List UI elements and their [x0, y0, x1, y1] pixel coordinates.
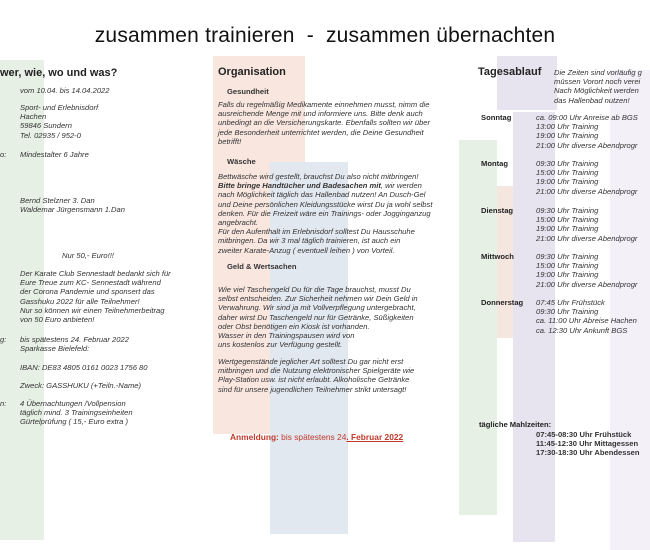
day-mittwoch-items [536, 252, 637, 289]
text-line [218, 181, 432, 190]
schedule-item: 15:00 Uhr Training [536, 168, 599, 178]
schedule-item: 09:30 Uhr Training [536, 159, 599, 168]
schedule-item: 15:00 Uhr Training [536, 215, 599, 225]
waesche-text [218, 172, 432, 255]
schedule-item: ca. 11:00 Uhr Abreise Hachen [536, 316, 637, 326]
text-line: Wertgegenstände jeglicher Art solltest Du gar nicht erst [218, 357, 404, 366]
meal-item: 07:45-08:30 Uhr Frühstück [536, 430, 632, 439]
anmeldung-label: Anmeldung: [230, 432, 279, 442]
venue-line: Hachen [20, 112, 47, 122]
schedule-item: ca. 09:00 Uhr Anreise ab BGS [536, 113, 638, 122]
schedule-item: 09:30 Uhr Training [536, 206, 599, 215]
day-dienstag-items [536, 206, 637, 243]
schedule-item: ca. 12:30 Uhr Ankunft BGS [536, 325, 628, 335]
gesundheit-text [218, 100, 430, 146]
schedule-item: 07:45 Uhr Frühstück [536, 298, 605, 307]
text-line: müssen Vorort noch verei [554, 77, 641, 87]
wertsachen-text [218, 357, 414, 394]
anmeldung [230, 433, 403, 442]
text-line: zweiter Karate-Anzug ( eventuell leihen ) von Vorteil. [218, 245, 395, 255]
anmeldung-date: . Februar 2022 [346, 432, 404, 442]
day-sonntag-items [536, 113, 638, 150]
geld-text [218, 285, 418, 349]
text-line: mitbringen und die Nutzung elektronischer Spielgeräte wie [218, 366, 415, 376]
sponsor-line: Gasshuku 2022 für alle Teilnehmer! [20, 296, 140, 306]
day-dienstag: Dienstag [481, 206, 514, 215]
day-mittwoch: Mittwoch [481, 252, 514, 261]
zweck-text: Zweck: GASSHUKU (+Teiln.-Name) [20, 381, 142, 390]
schedule-item: 15:00 Uhr Training [536, 261, 599, 271]
payment-line: bis spätestens 24. Februar 2022 [20, 335, 129, 344]
text-line: Für den Aufenthalt im Erlebnisdorf solltest Du Hausschuhe [218, 227, 415, 237]
venue-line: 59846 Sundern [20, 121, 72, 131]
trainer-line: Waldemar Jürgensmann 1.Dan [20, 205, 125, 215]
text-line: mitbringen. Da wir 3 mal täglich trainieren, ist auch ein [218, 236, 401, 246]
text-line: Play-Station usw. ist nicht erlaubt. Alkoholische Getränke [218, 375, 410, 385]
text-line: denken. Für die Freizeit wäre ein Trainings- oder Jogginganzug [218, 208, 431, 218]
schedule-item: 09:30 Uhr Training [536, 252, 599, 261]
text-line: Wasser in den Trainingspausen wird von [218, 331, 355, 341]
trainer-line: Bernd Stelzner 3. Dan [20, 196, 95, 205]
text-span: , wir werden [380, 181, 422, 191]
included-line: 4 Übernachtungen /Vollpension [20, 399, 126, 408]
left-heading: wer, wie, wo und was? [0, 67, 118, 79]
sponsor-line: von 50 Euro anbieten! [20, 315, 95, 325]
sponsor-line: der Corona Pandemie und sponsert das [20, 287, 155, 297]
text-line: angebracht. [218, 218, 259, 228]
text-line: betrifft! [218, 136, 242, 146]
day-sonntag: Sonntag [481, 113, 512, 122]
schedule-item: 09:30 Uhr Training [536, 307, 599, 317]
schedule-item: 21:00 Uhr diverse Abendprogr [536, 186, 638, 196]
schedule-item: 21:00 Uhr diverse Abendprogr [536, 279, 638, 289]
tagesablauf-heading: Tagesablauf [478, 66, 542, 78]
bg-green-right [459, 140, 497, 515]
venue-block [20, 103, 98, 140]
age-label: o: [0, 150, 7, 159]
venue-line: Sport- und Erlebnisdorf [20, 103, 99, 112]
schedule-item: 19:00 Uhr Training [536, 270, 599, 280]
text-line: uns kostenlos zur Verfügung gestellt. [218, 340, 343, 350]
bold-note: Bitte bringe Handtücher und Badesachen mit [218, 181, 381, 191]
text-line: jede Besonderheit unterrichtet werden, die Deine Gesundheit [218, 127, 424, 137]
day-donnerstag-items [536, 298, 637, 335]
geld-label: Geld & Wertsachen [227, 262, 297, 271]
schedule-item: 21:00 Uhr diverse Abendprogr [536, 140, 638, 150]
meal-item: 17:30-18:30 Uhr Abendessen [536, 448, 640, 458]
price-text: Nur 50,- Euro!!! [62, 251, 114, 260]
text-line: daher wirst Du Taschengeld nur für Getränke, Süßigkeiten [218, 312, 414, 322]
day-montag: Montag [481, 159, 508, 168]
text-line: Die Zeiten sind vorläufig g [554, 68, 642, 77]
schedule-item: 19:00 Uhr Training [536, 177, 599, 187]
sponsor-block [20, 269, 171, 324]
schedule-item: 13:00 Uhr Training [536, 122, 599, 132]
text-line: ausreichende Menge mit und informiere uns. Bitte denk auch [218, 109, 423, 119]
iban-text: IBAN: DE83 4805 0161 0023 1756 80 [20, 363, 148, 372]
text-line: Falls du regelmäßig Medikamente einnehmen musst, nimm die [218, 100, 430, 109]
text-line: selbst entscheiden. Zur Sicherheit nehmen wir Dein Geld in [218, 294, 418, 304]
text-line: nach Möglichkeit täglich das Hallenbad nutzen! An Dusch-Gel [218, 190, 426, 200]
page-title: zusammen trainieren - zusammen übernachten [94, 24, 556, 47]
text-line: sind für unsere jugendlichen Teilnehmer strikt untersagt! [218, 384, 407, 394]
text-line: Verwahrung. Wir sind ja mit Vollverpflegung untergebracht, [218, 303, 416, 313]
meals-heading: tägliche Mahlzeiten: [479, 420, 552, 429]
meal-item: 11:45-12:30 Uhr Mittagessen [536, 439, 639, 449]
date-text: vom 10.04. bis 14.04.2022 [20, 86, 110, 95]
gesundheit-label: Gesundheit [227, 87, 269, 96]
schedule-item: 21:00 Uhr diverse Abendprogr [536, 233, 638, 243]
anmeldung-text: bis spätestens 24 [278, 432, 347, 442]
organisation-heading: Organisation [218, 66, 286, 78]
schedule-item: 19:00 Uhr Training [536, 131, 599, 141]
text-line: Wie viel Taschengeld Du für die Tage brauchst, musst Du [218, 285, 411, 294]
sponsor-line: Eure Treue zum KC- Sennestadt während [20, 278, 161, 288]
schedule-item: 19:00 Uhr Training [536, 224, 599, 234]
payment-block [20, 335, 129, 353]
schedule-note [554, 68, 642, 105]
included-block [20, 399, 133, 427]
age-text: Mindestalter 6 Jahre [20, 150, 89, 159]
included-line: Gürtelprüfung ( 15,- Euro extra ) [20, 417, 129, 427]
text-line: und Deine persönlichen Kleidungsstücke wirst Du ja wohl selbst [218, 199, 433, 209]
waesche-label: Wäsche [227, 157, 256, 166]
meals-list [536, 430, 640, 458]
payment-line: Sparkasse Bielefeld: [20, 344, 90, 354]
venue-line: Tel. 02935 / 952-0 [20, 130, 81, 140]
sponsor-line: Der Karate Club Sennestadt bedankt sich für [20, 269, 171, 278]
included-label: n: [0, 399, 7, 408]
text-line: unbedingt an die Versicherungskarte. Ebenfalls sollten wir über [218, 118, 431, 128]
text-line: oder Obst benötigen ein Kiosk ist vorhanden. [218, 321, 370, 331]
bg-lavender-right [497, 56, 557, 110]
text-line: das Hallenbad nutzen! [554, 95, 630, 105]
day-donnerstag: Donnerstag [481, 298, 524, 307]
included-line: täglich mind. 3 Trainingseinheiten [20, 408, 133, 418]
text-line: Bettwäsche wird gestellt, brauchst Du also nicht mitbringen! [218, 172, 419, 181]
sponsor-line: Nur so können wir einen Teilnehmerbeitrag [20, 305, 165, 315]
text-line: Nach Möglichkeit werden [554, 86, 639, 96]
payment-label: g: [0, 335, 7, 344]
day-montag-items [536, 159, 637, 196]
trainers-block [20, 196, 125, 214]
